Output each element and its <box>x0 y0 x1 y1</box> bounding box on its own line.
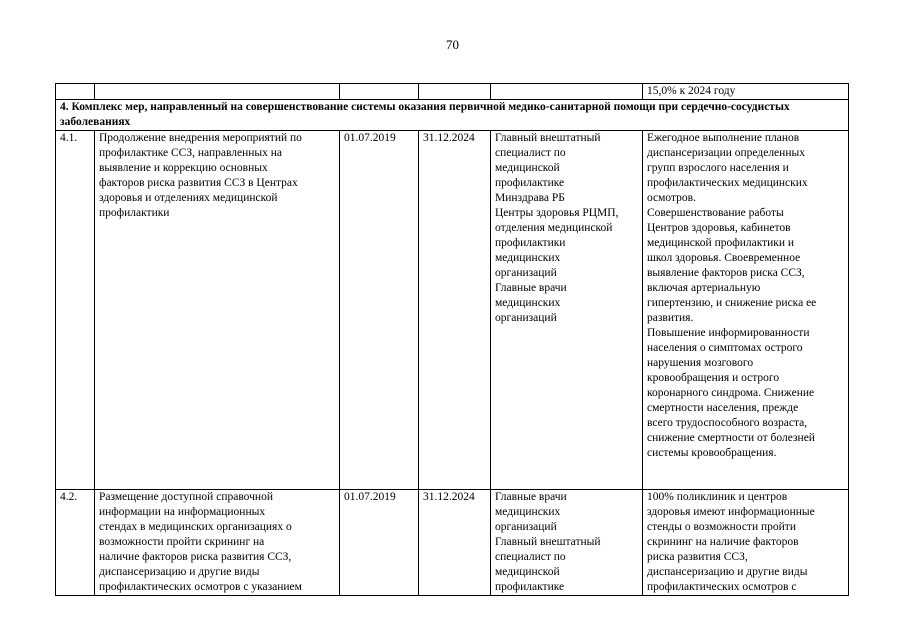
text-line: наличие факторов риска развития ССЗ, <box>99 551 292 563</box>
text-line: Главный внештатный <box>495 536 601 548</box>
responsible-cell <box>491 490 643 596</box>
text-line: факторов риска развития ССЗ в Центрах <box>99 177 298 189</box>
text-line: медицинских <box>495 297 561 309</box>
text-line: выявление и коррекцию основных <box>99 162 268 174</box>
number-cell: 4.2. <box>56 490 95 596</box>
responsible-cell <box>491 84 643 100</box>
text-line: медицинской <box>495 162 560 174</box>
table-row <box>56 131 849 490</box>
text-line: выявление факторов риска ССЗ, <box>647 267 805 279</box>
text-line: Совершенствование работы <box>647 207 784 219</box>
text-line: специалист по <box>495 551 566 563</box>
text-line: диспансеризацию и другие виды <box>99 566 260 578</box>
text-line: диспансеризации определенных <box>647 147 805 159</box>
text-line: профилактических медицинских <box>647 177 808 189</box>
page-number: 70 <box>446 37 459 52</box>
text-line: профилактики <box>495 237 566 249</box>
end-date-cell <box>419 84 491 100</box>
table-row <box>56 490 849 596</box>
text-line: школ здоровья. Своевременное <box>647 252 801 264</box>
text-line: Центров здоровья, кабинетов <box>647 222 791 234</box>
end-date-cell: 31.12.2024 <box>419 131 491 490</box>
text-line: Центры здоровья РЦМП, <box>495 207 619 219</box>
measures-table <box>55 83 849 596</box>
text-line: гипертензию, и снижение риска ее <box>647 297 817 309</box>
text-line: стенды о возможности пройти <box>647 521 796 533</box>
text-line: здоровья и отделениях медицинской <box>99 192 278 204</box>
text-line: развития. <box>647 312 694 324</box>
text-line: Размещение доступной справочной <box>99 491 273 503</box>
text-line: возможности пройти скрининг на <box>99 536 265 548</box>
text-line: медицинских <box>495 252 561 264</box>
result-cell: 15,0% к 2024 году <box>643 84 849 100</box>
text-line: смертности населения, прежде <box>647 402 799 414</box>
text-line: организаций <box>495 267 557 279</box>
text-line: Минздрава РБ <box>495 192 565 204</box>
start-date-cell: 01.07.2019 <box>340 490 419 596</box>
text-line: всего трудоспособного возраста, <box>647 417 808 429</box>
text-line: здоровья имеют информационные <box>647 506 815 518</box>
text-line: нарушения мозгового <box>647 357 754 369</box>
text-line: Главные врачи <box>495 282 567 294</box>
description-cell <box>95 131 340 490</box>
result-cell <box>643 131 849 490</box>
text-line: кровообращения и острого <box>647 372 780 384</box>
text-line: Продолжение внедрения мероприятий по <box>99 132 302 144</box>
text-line: системы кровообращения. <box>647 447 777 459</box>
text-line: профилактических осмотров с указанием <box>99 581 302 593</box>
text-line: Главный внештатный <box>495 132 601 144</box>
text-line: Главные врачи <box>495 491 567 503</box>
section-heading-row <box>56 100 849 131</box>
text-line: медицинских <box>495 506 561 518</box>
text-line: включая артериальную <box>647 282 761 294</box>
text-line: информации на информационных <box>99 506 266 518</box>
number-cell <box>56 84 95 100</box>
text-line: медицинской <box>495 566 560 578</box>
text-line: скрининг на наличие факторов <box>647 536 799 548</box>
description-cell <box>95 490 340 596</box>
text-line: профилактике <box>495 581 565 593</box>
text-line: Повышение информированности <box>647 327 810 339</box>
result-cell <box>643 490 849 596</box>
text-line: профилактических осмотров с <box>647 581 797 593</box>
start-date-cell <box>340 84 419 100</box>
end-date-cell: 31.12.2024 <box>419 490 491 596</box>
text-line: групп взрослого населения и <box>647 162 789 174</box>
responsible-cell <box>491 131 643 490</box>
text-line: осмотров. <box>647 192 696 204</box>
text-line: профилактике <box>495 177 565 189</box>
text-line: специалист по <box>495 147 566 159</box>
text-line: диспансеризацию и другие виды <box>647 566 808 578</box>
text-line: снижение смертности от болезней <box>647 432 815 444</box>
text-line: коронарного синдрома. Снижение <box>647 387 815 399</box>
start-date-cell: 01.07.2019 <box>340 131 419 490</box>
section-heading: 4. Комплекс мер, направленный на совершенствование системы оказания первичной медико-санитарной помощи при сердечно-сосудистых заболеваниях <box>56 100 849 131</box>
text-line: отделения медицинской <box>495 222 613 234</box>
text-line: Ежегодное выполнение планов <box>647 132 800 144</box>
text-line: риска развития ССЗ, <box>647 551 748 563</box>
text-line: медицинской профилактики и <box>647 237 795 249</box>
text-line: организаций <box>495 521 557 533</box>
table-row <box>56 84 849 100</box>
text-line: профилактике ССЗ, направленных на <box>99 147 283 159</box>
text-line: населения о симптомах острого <box>647 342 803 354</box>
text-line: 100% поликлиник и центров <box>647 491 788 503</box>
text-line: организаций <box>495 312 557 324</box>
number-cell: 4.1. <box>56 131 95 490</box>
description-cell <box>95 84 340 100</box>
text-line: профилактики <box>99 207 170 219</box>
text-line: стендах в медицинских организациях о <box>99 521 292 533</box>
